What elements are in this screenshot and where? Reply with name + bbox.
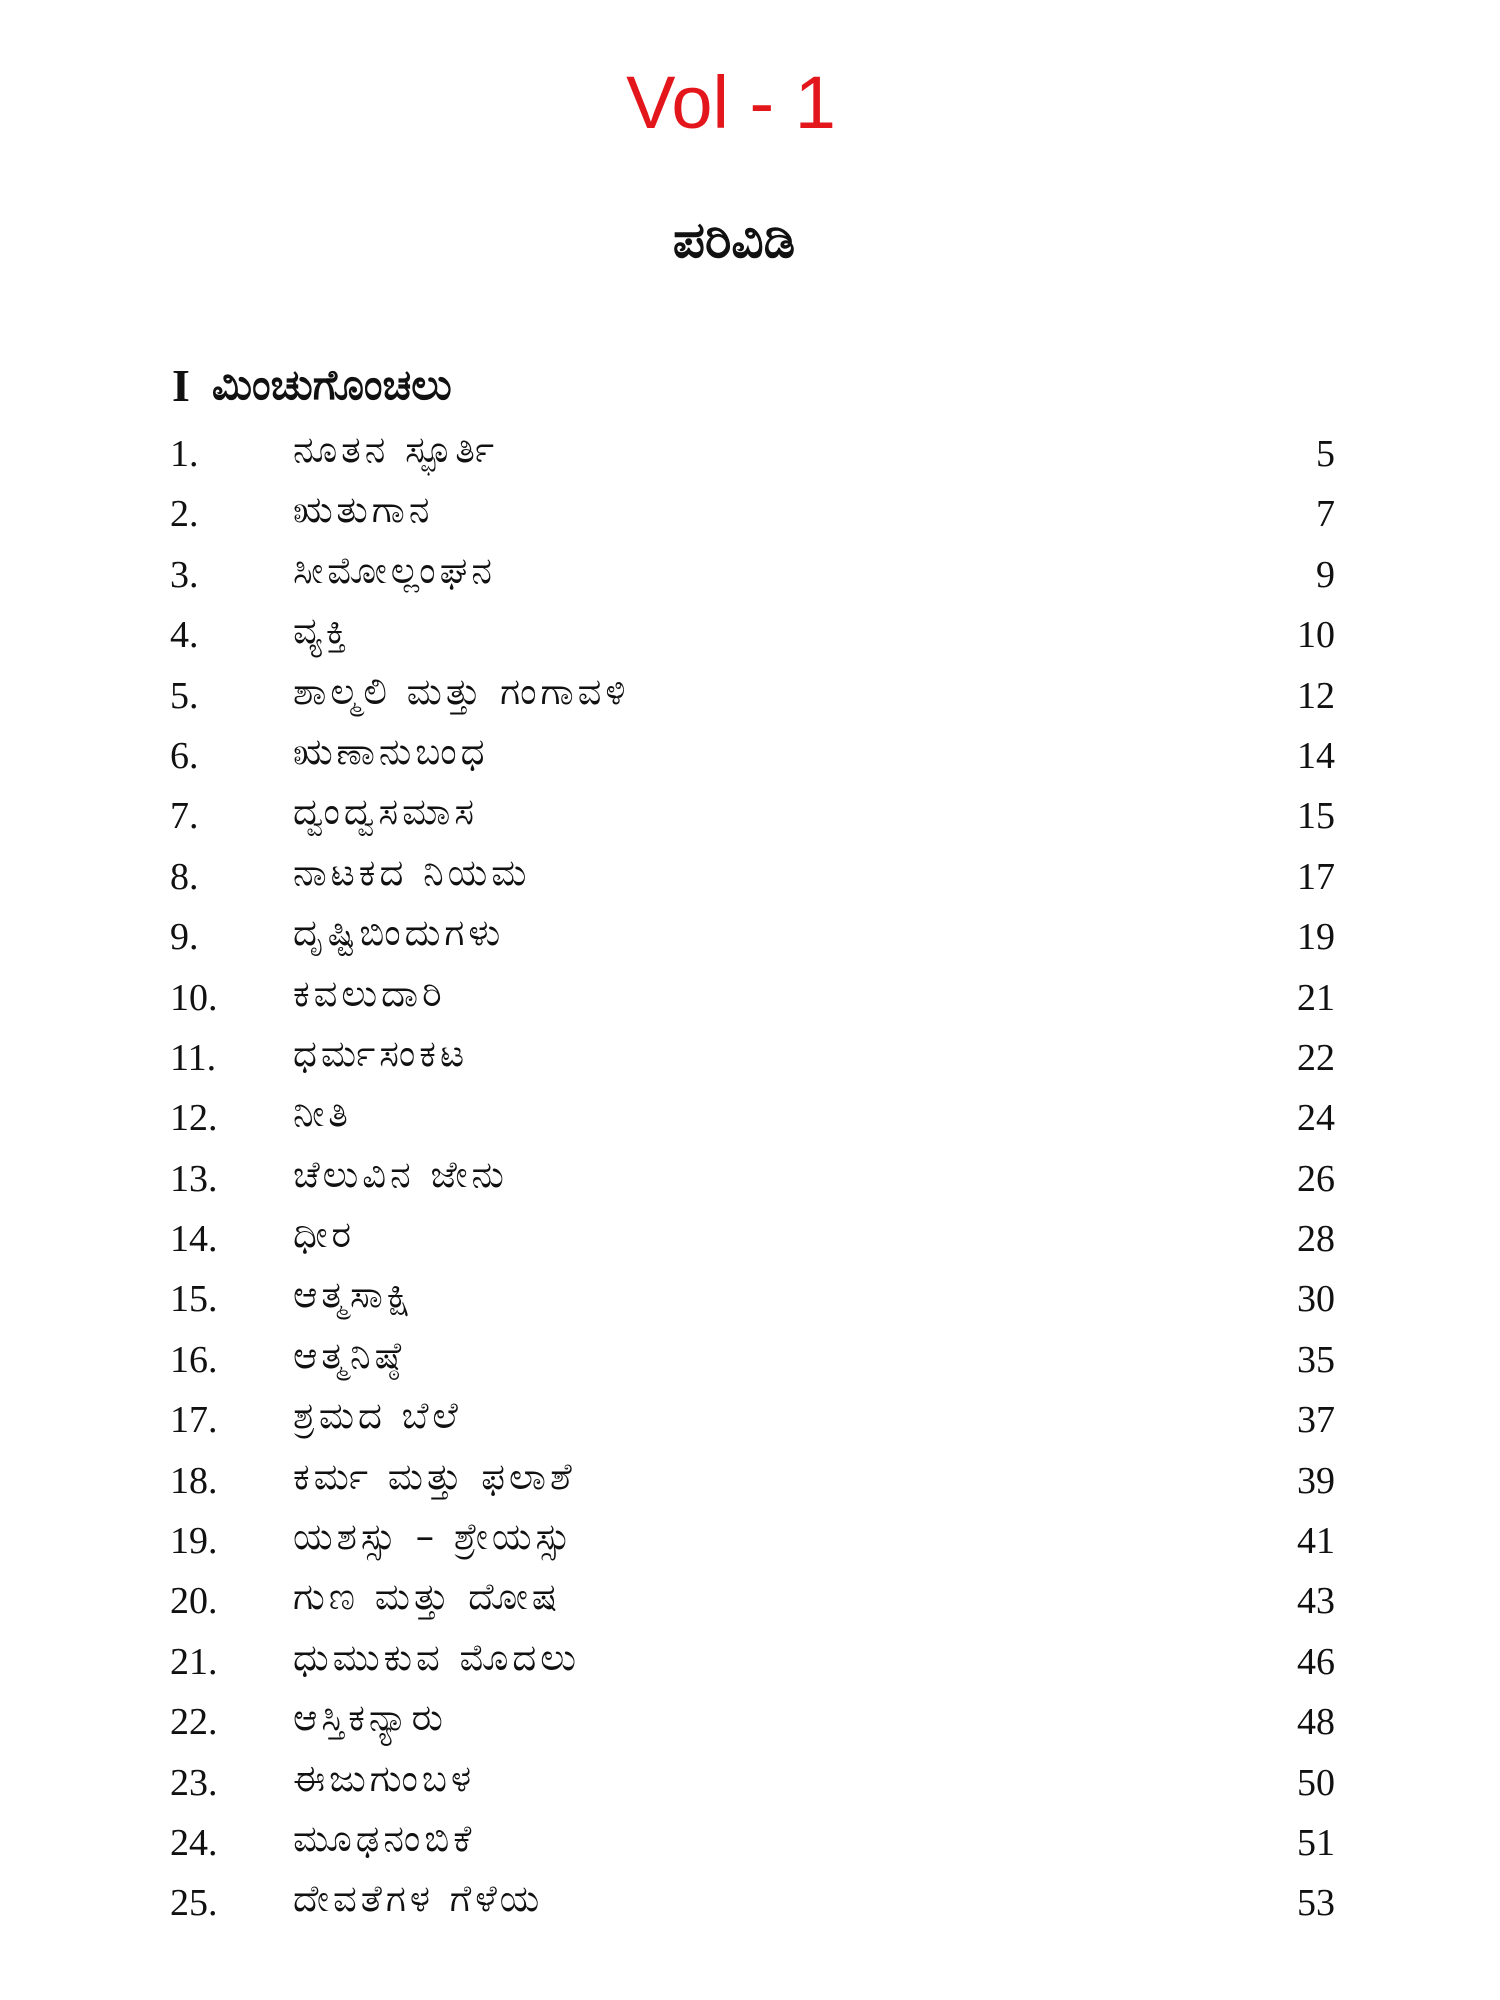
toc-entry-number: 22. xyxy=(170,1701,218,1744)
toc-entry-number: 13. xyxy=(170,1157,218,1200)
toc-entry-page: 28 xyxy=(1297,1218,1335,1261)
toc-entry-title[interactable]: ಮೂಢನಂಬಿಕೆ xyxy=(293,1816,476,1860)
toc-entry-title[interactable]: ವ್ಯಕ್ತಿ xyxy=(293,609,351,653)
toc-entry[interactable] xyxy=(0,1028,1500,1088)
toc-entry[interactable] xyxy=(0,1149,1500,1209)
toc-entry-number: 4. xyxy=(170,614,199,657)
toc-entry[interactable] xyxy=(0,1692,1500,1752)
toc-entry-page: 53 xyxy=(1297,1882,1335,1925)
toc-entry-number: 17. xyxy=(170,1399,218,1442)
toc-entry-number: 9. xyxy=(170,916,199,959)
toc-entry-title[interactable]: ಯಶಸ್ಸು – ಶ್ರೇಯಸ್ಸು xyxy=(293,1515,575,1559)
toc-entry-number: 20. xyxy=(170,1580,218,1623)
toc-entry-number: 3. xyxy=(170,553,199,596)
toc-entry-page: 7 xyxy=(1316,493,1335,536)
section-title: ಮಿಂಚುಗೊಂಚಲು xyxy=(211,360,452,409)
toc-entry-page: 15 xyxy=(1297,795,1335,838)
toc-entry-page: 39 xyxy=(1297,1459,1335,1502)
toc-entry-page: 22 xyxy=(1297,1036,1335,1079)
toc-entry[interactable] xyxy=(0,907,1500,967)
toc-entry-page: 21 xyxy=(1297,976,1335,1019)
toc-entry-title[interactable]: ಆತ್ಮಸಾಕ್ಷಿ xyxy=(293,1273,414,1317)
toc-entry-title[interactable]: ಆಸ್ತಿಕನ್ಯಾರು xyxy=(293,1696,447,1740)
toc-entry-page: 30 xyxy=(1297,1278,1335,1321)
toc-entry-page: 10 xyxy=(1297,614,1335,657)
toc-entry-number: 6. xyxy=(170,734,199,777)
toc-entry-title[interactable]: ನೀತಿ xyxy=(293,1092,352,1136)
toc-entry-number: 10. xyxy=(170,976,218,1019)
toc-entry[interactable] xyxy=(0,1511,1500,1571)
section-heading xyxy=(172,355,452,415)
toc-entry[interactable] xyxy=(0,968,1500,1028)
toc-entry-title[interactable]: ನೂತನ ಸ್ಫೂರ್ತಿ xyxy=(293,428,498,471)
toc-entry-number: 18. xyxy=(170,1459,218,1502)
toc-entry-number: 24. xyxy=(170,1821,218,1864)
toc-entry-page: 14 xyxy=(1297,734,1335,777)
toc-entry[interactable] xyxy=(0,786,1500,846)
toc-entry[interactable] xyxy=(0,1632,1500,1692)
toc-entry-number: 21. xyxy=(170,1640,218,1683)
toc-entry-number: 11. xyxy=(170,1036,217,1079)
toc-entry-title[interactable]: ನಾಟಕದ ನಿಯಮ xyxy=(293,850,531,894)
toc-entry-page: 41 xyxy=(1297,1520,1335,1563)
toc-entry-title[interactable]: ಋಣಾನುಬಂಧ xyxy=(293,729,489,773)
toc-entry-title[interactable]: ಈಜುಗುಂಬಳ xyxy=(293,1756,476,1800)
page-title: ಪರಿವಿಡಿ xyxy=(672,211,796,269)
toc-entry-title[interactable]: ಕರ್ಮ ಮತ್ತು ಫಲಾಶೆ xyxy=(293,1454,576,1498)
table-of-contents xyxy=(0,424,1500,1934)
toc-entry-number: 12. xyxy=(170,1097,218,1140)
toc-entry-title[interactable]: ಆತ್ಮನಿಷ್ಠೆ xyxy=(293,1333,406,1377)
toc-entry[interactable] xyxy=(0,424,1500,484)
toc-entry-title[interactable]: ದೇವತೆಗಳ ಗೆಳೆಯ xyxy=(293,1877,544,1921)
toc-entry-page: 35 xyxy=(1297,1338,1335,1381)
toc-entry-title[interactable]: ಋತುಗಾನ xyxy=(293,488,434,532)
toc-entry[interactable] xyxy=(0,605,1500,665)
toc-entry-number: 16. xyxy=(170,1338,218,1381)
toc-entry-title[interactable]: ಧೀರ xyxy=(293,1213,356,1257)
toc-entry-title[interactable]: ದೃಷ್ಟಿಬಿಂದುಗಳು xyxy=(293,911,505,955)
toc-entry-title[interactable]: ಶ್ರಮದ ಬೆಲೆ xyxy=(293,1394,462,1438)
toc-entry-title[interactable]: ಧುಮುಕುವ ಮೊದಲು xyxy=(293,1635,581,1679)
toc-entry[interactable] xyxy=(0,545,1500,605)
toc-entry[interactable] xyxy=(0,1269,1500,1329)
toc-entry-number: 23. xyxy=(170,1761,218,1804)
toc-entry[interactable] xyxy=(0,484,1500,544)
toc-entry-title[interactable]: ಕವಲುದಾರಿ xyxy=(293,971,446,1015)
toc-entry-number: 7. xyxy=(170,795,199,838)
toc-entry-title[interactable]: ದ್ವಂದ್ವಸಮಾಸ xyxy=(293,790,478,834)
toc-entry-title[interactable]: ಗುಣ ಮತ್ತು ದೋಷ xyxy=(293,1575,562,1619)
toc-entry-page: 43 xyxy=(1297,1580,1335,1623)
toc-entry[interactable] xyxy=(0,1571,1500,1631)
toc-entry-title[interactable]: ಚೆಲುವಿನ ಜೇನು xyxy=(293,1152,508,1196)
toc-entry-number: 8. xyxy=(170,855,199,898)
toc-entry-page: 51 xyxy=(1297,1821,1335,1864)
toc-entry-page: 9 xyxy=(1316,553,1335,596)
toc-entry[interactable] xyxy=(0,1813,1500,1873)
toc-entry-page: 12 xyxy=(1297,674,1335,717)
toc-entry-page: 48 xyxy=(1297,1701,1335,1744)
toc-entry-page: 46 xyxy=(1297,1640,1335,1683)
toc-entry-page: 50 xyxy=(1297,1761,1335,1804)
toc-entry-page: 5 xyxy=(1316,433,1335,475)
toc-entry-title[interactable]: ಸೀಮೋಲ್ಲಂಘನ xyxy=(293,548,496,592)
toc-entry[interactable] xyxy=(0,1873,1500,1933)
toc-entry[interactable] xyxy=(0,1088,1500,1148)
toc-entry-number: 19. xyxy=(170,1520,218,1563)
toc-entry-number: 2. xyxy=(170,493,199,536)
section-number: I xyxy=(172,359,190,411)
toc-entry-number: 1. xyxy=(170,433,199,475)
toc-entry-number: 14. xyxy=(170,1218,218,1261)
toc-entry-number: 5. xyxy=(170,674,199,717)
toc-entry-number: 15. xyxy=(170,1278,218,1321)
toc-entry[interactable] xyxy=(0,1390,1500,1450)
toc-entry-page: 37 xyxy=(1297,1399,1335,1442)
toc-entry-page: 26 xyxy=(1297,1157,1335,1200)
toc-entry[interactable] xyxy=(0,1209,1500,1269)
volume-label: Vol - 1 xyxy=(626,61,836,144)
toc-entry[interactable] xyxy=(0,666,1500,726)
toc-entry[interactable] xyxy=(0,726,1500,786)
toc-entry[interactable] xyxy=(0,1753,1500,1813)
toc-entry[interactable] xyxy=(0,1330,1500,1390)
toc-entry-page: 19 xyxy=(1297,916,1335,959)
toc-entry-page: 24 xyxy=(1297,1097,1335,1140)
toc-entry-number: 25. xyxy=(170,1882,218,1925)
toc-entry-title[interactable]: ಶಾಲ್ಮಲಿ ಮತ್ತು ಗಂಗಾವಳಿ xyxy=(293,669,630,713)
toc-entry[interactable] xyxy=(0,1451,1500,1511)
toc-entry[interactable] xyxy=(0,847,1500,907)
toc-entry-title[interactable]: ಧರ್ಮಸಂಕಟ xyxy=(293,1031,469,1075)
toc-entry-page: 17 xyxy=(1297,855,1335,898)
